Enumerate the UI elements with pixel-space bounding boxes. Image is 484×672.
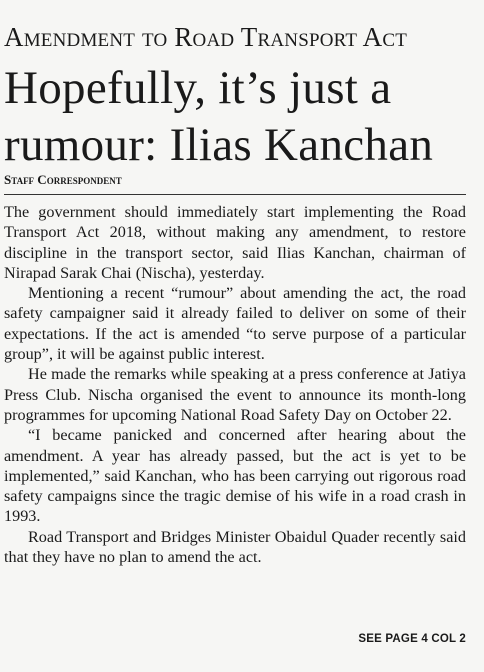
article-kicker: Amendment to Road Transport Act — [4, 22, 408, 52]
continuation-jump-line: SEE PAGE 4 COL 2 — [358, 633, 466, 645]
article-byline: Staff Correspondent — [4, 172, 122, 187]
article-body — [4, 202, 466, 567]
article-paragraph: The government should immediately start implementing the Road Transport Act 2018, without making any amendment, to restore discipline in the transport sector, said Ilias Kanchan, chairman of Nirapad Sarak Chai (Nischa), yesterday. — [4, 203, 466, 282]
article-paragraph: Road Transport and Bridges Minister Obaidul Quader recently said that they have no plan to amend the act. — [4, 527, 466, 567]
article-headline: Hopefully, it’s just a rumour: Ilias Kanchan — [4, 62, 434, 171]
byline-divider — [4, 194, 466, 195]
article-paragraph: Mentioning a recent “rumour” about amending the act, the road safety campaigner said it already failed to deliver on some of their expectations. If the act is amended “to serve purpose of a particular group”, it will be against public interest. — [4, 284, 466, 364]
article-paragraph: He made the remarks while speaking at a press conference at Jatiya Press Club. Nischa organised the event to announce its month-long programmes for upcoming National Road Safety Day on October 22. — [4, 365, 466, 424]
article-paragraph: “I became panicked and concerned after hearing about the amendment. A year has already passed, but the act is yet to be implemented,” said Kanchan, who has been carrying out rigorous road safety campaigns since the tragic demise of his wife in a road crash in 1993. — [4, 426, 466, 526]
